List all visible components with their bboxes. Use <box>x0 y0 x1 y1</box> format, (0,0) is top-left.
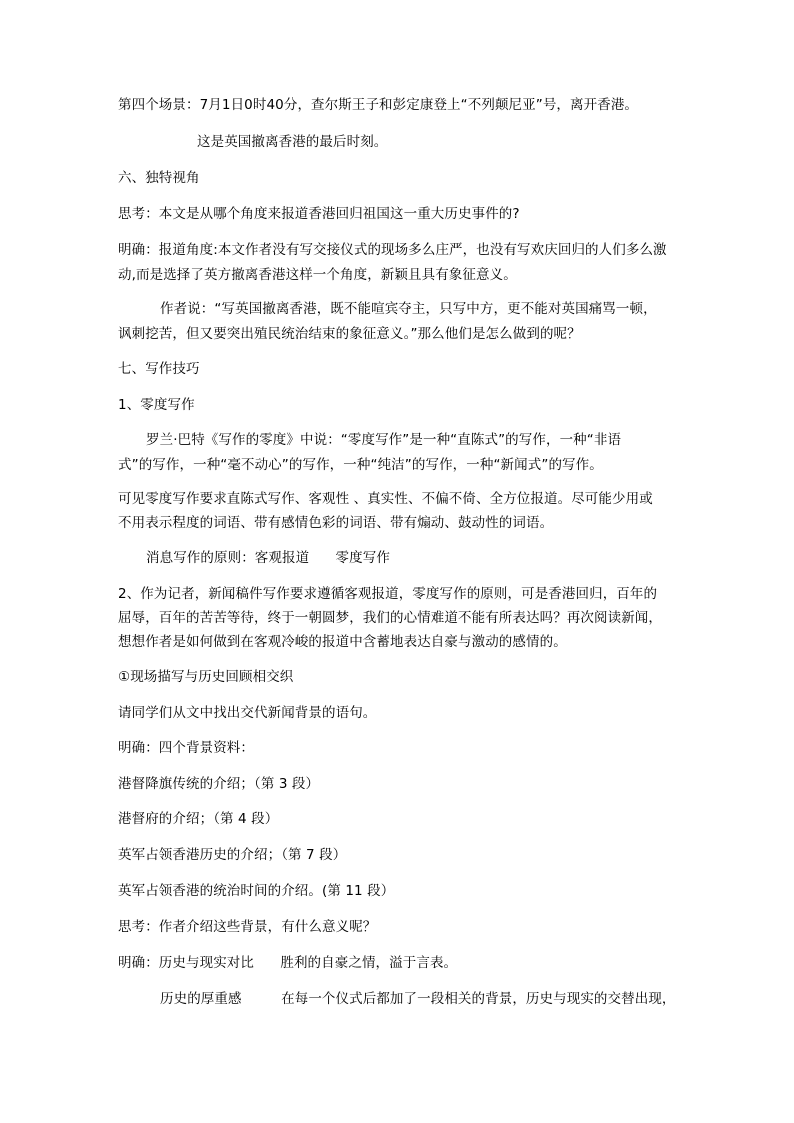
text-line-7: 讽刺挖苦，但又要突出殖民统治结束的象征意义。”那么他们是怎么做到的呢？ <box>118 326 581 342</box>
text-line-4: 明确：报道角度:本文作者没有写交接仪式的现场多么庄严，也没有写欢庆回归的人们多么激 <box>118 242 667 258</box>
text-line-11: 不用表示程度的词语、带有感情色彩的词语、带有煽动、鼓动性的词语。 <box>118 515 554 531</box>
subheading-1: 1、零度写作 <box>118 397 195 413</box>
text-line-6: 作者说：“写英国撤离香港，既不能喧宾夺主，只写中方，更不能对英国痛骂一顿， <box>160 301 657 317</box>
text-line-12: 消息写作的原则：客观报道 零度写作 <box>146 550 390 566</box>
text-line-8: 罗兰·巴特《写作的零度》中说：“零度写作”是一种“直陈式”的写作，一种“非语 <box>146 432 622 448</box>
section-heading-6: 六、独特视角 <box>118 170 200 186</box>
list-item-2: 港督府的介绍；（第 4 段） <box>118 811 279 827</box>
text-line-5: 动,而是选择了英方撤离香港这样一个角度，新颖且具有象征意义。 <box>118 267 517 283</box>
text-line-1: 第四个场景：7月1日0时40分，查尔斯王子和彭定康登上“不列颠尼亚”号，离开香港。 <box>118 97 639 113</box>
text-line-9: 式”的写作，一种“毫不动心”的写作，一种“纯洁”的写作，一种“新闻式”的写作。 <box>118 457 603 473</box>
text-line-19: 历史的厚重感 在每一个仪式后都加了一段相关的背景，历史与现实的交替出现， <box>160 991 676 1007</box>
text-line-13: 屈辱，百年的苦苦等待，终于一朝圆梦，我们的心情难道不能有所表达吗？再次阅读新闻， <box>118 610 662 626</box>
list-item-3: 英军占领香港历史的介绍；（第 7 段） <box>118 847 347 863</box>
text-line-3: 思考：本文是从哪个角度来报道香港回归祖国这一重大历史事件的? <box>118 206 520 222</box>
text-line-15: 请同学们从文中找出交代新闻背景的语句。 <box>118 705 377 721</box>
list-item-4: 英军占领香港的统治时间的介绍。(第 11 段） <box>118 883 395 899</box>
subheading-circled-1: ①现场描写与历史回顾相交织 <box>118 669 294 685</box>
text-line-17: 思考：作者介绍这些背景，有什么意义呢？ <box>118 919 377 935</box>
subheading-2: 2、作为记者，新闻稿件写作要求遵循客观报道，零度写作的原则，可是香港回归，百年的 <box>118 586 658 602</box>
list-item-1: 港督降旗传统的介绍；（第 3 段） <box>118 776 320 792</box>
section-heading-7: 七、写作技巧 <box>118 361 200 377</box>
text-line-18: 明确：历史与现实对比 胜利的自豪之情，溢于言表。 <box>118 955 458 971</box>
text-line-2: 这是英国撤离香港的最后时刻。 <box>197 134 388 150</box>
text-line-16: 明确：四个背景资料： <box>118 740 254 756</box>
text-line-10: 可见零度写作要求直陈式写作、客观性 、真实性、不偏不倚、全方位报道。尽可能少用或 <box>118 491 653 507</box>
text-line-14: 想想作者是如何做到在客观冷峻的报道中含蓄地表达自豪与激动的感情的。 <box>118 634 567 650</box>
